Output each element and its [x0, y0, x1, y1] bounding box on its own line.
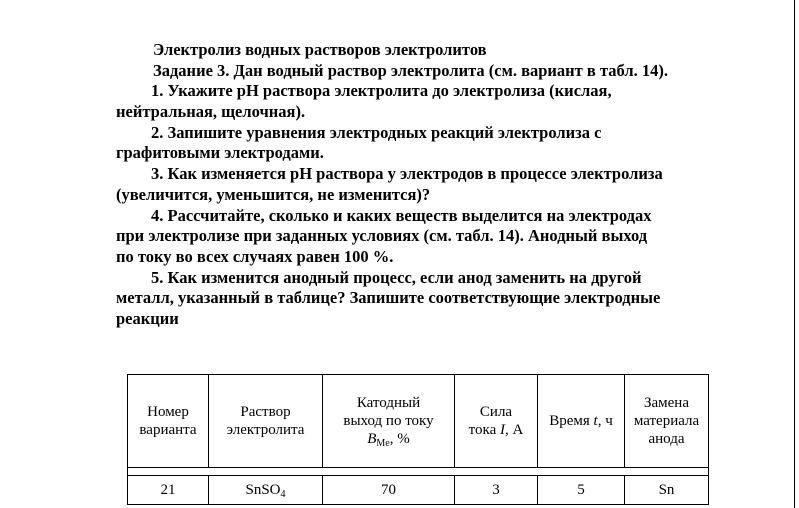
header-current: Сила тока I, А — [455, 375, 538, 468]
question-5-line-2: металл, указанный в таблице? Запишите соответствующие электродные — [116, 288, 661, 308]
question-1-line-2: нейтральная, щелочная). — [116, 102, 306, 122]
table-break-gap — [128, 468, 709, 476]
task-text — [116, 40, 736, 330]
cell-anode: Sn — [625, 476, 709, 505]
cell-solution: SnSO$_4$ — [209, 476, 323, 505]
variant-table — [127, 374, 709, 505]
question-5-line-1: 5. Как изменится анодный процесс, если анод заменить на другой — [151, 267, 642, 287]
header-time: Время t, ч — [538, 375, 625, 468]
section-heading: Электролиз водных растворов электролитов — [153, 40, 487, 59]
cell-current: 3 — [455, 476, 538, 505]
question-1-line-1: 1. Укажите pH раствора электролита до электролиза (кислая, — [151, 81, 612, 101]
question-3-line-2: (увеличится, уменьшится, не изменится)? — [116, 184, 431, 204]
table-header-row — [128, 375, 709, 468]
cell-time: 5 — [538, 476, 625, 505]
header-variant-number: Номер варианта — [128, 375, 209, 468]
question-2-line-2: графитовыми электродами. — [116, 143, 324, 163]
table-row — [128, 476, 709, 505]
question-5-line-3: реакции — [116, 308, 179, 328]
cell-yield: 70 — [323, 476, 455, 505]
page-right-border — [794, 0, 795, 508]
question-4-line-3: по току во всех случаях равен 100 %. — [116, 246, 394, 266]
header-electrolyte-solution: Раствор электролита — [209, 375, 323, 468]
question-4-line-1: 4. Рассчитайте, сколько и каких веществ выделится на электродах — [151, 205, 652, 225]
header-anode-material: Замена материала анода — [625, 375, 709, 468]
cell-variant: 21 — [128, 476, 209, 505]
task-statement: Задание 3. Дан водный раствор электролита (см. вариант в табл. 14). — [153, 60, 668, 80]
question-3-line-1: 3. Как изменяется pH раствора у электродов в процессе электролиза — [151, 164, 663, 184]
question-4-line-2: при электролизе при заданных условиях (см. табл. 14). Анодный выход — [116, 226, 648, 246]
header-cathode-yield: Катодный выход по току $B_{Me}$, % — [323, 375, 455, 468]
question-2-line-1: 2. Запишите уравнения электродных реакций электролиза с — [151, 122, 602, 142]
